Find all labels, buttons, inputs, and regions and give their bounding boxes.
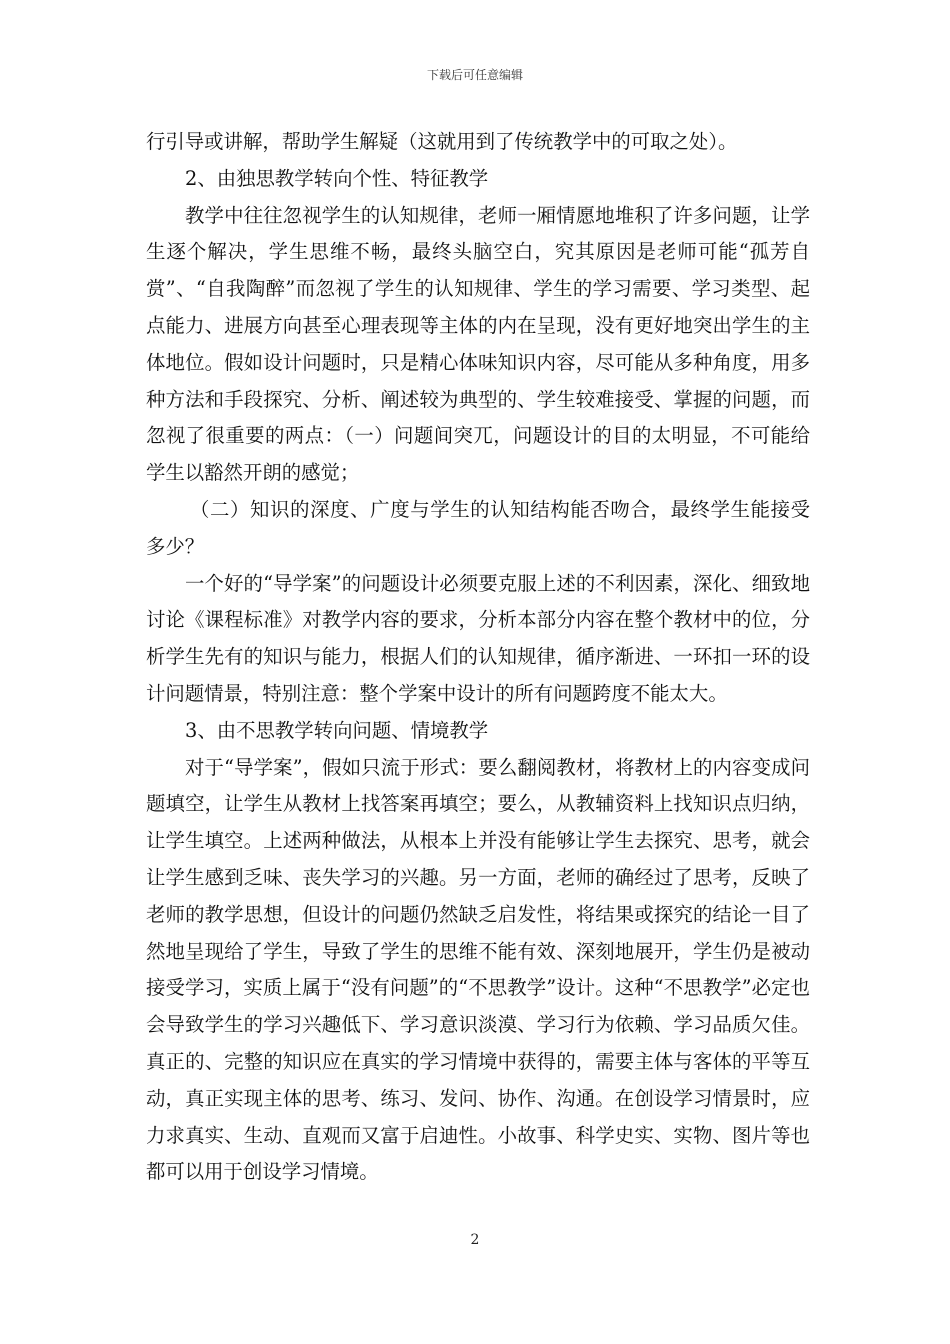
section-heading-3: 3、由不思教学转向问题、情境教学 [185,718,489,742]
paragraph-situational-teaching: 对于“导学案”，假如只流于形式：要么翻阅教材，将教材上的内容变成问题填空，让学生从教材上找答案再填空；要么，从教辅资料上找知识点归纳，让学生填空。上述两种做法，从根本上并没有能够让学生去探究、思考，就会让学生感到乏味、丧失学习的兴趣。另一方面，老师的确经过了思考，反映了老师的教学思想，但设计的问题仍然缺乏启发性，将结果或探究的结论一目了然地呈现给了学生，导致了学生的思维不能有效、深刻地展开，学生仍是被动接受学习，实质上属于“没有问题”的“不思教学”设计。这种“不思教学”必定也会导致学生的学习兴趣低下、学习意识淡漠、学习行为依赖、学习品质欠佳。真正的、完整的知识应在真实的学习情境中获得的，需要主体与客体的平等互动，真正实现主体的思考、练习、发问、协作、沟通。在创设学习情景时，应力求真实、生动、直观而又富于启迪性。小故事、科学史实、实物、图片等也都可以用于创设学习情境。 [146,755,810,1184]
page-header-note: 下载后可任意编辑 [426,68,523,82]
paragraph-point-two: （二）知识的深度、广度与学生的认知结构能否吻合，最终学生能接受多少？ [146,497,810,558]
page-number: 2 [470,1232,480,1248]
document-body [146,124,810,1191]
paragraph-cognitive-rules: 教学中往往忽视学生的认知规律，老师一厢情愿地堆积了许多问题，让学生逐个解决，学生思维不畅，最终头脑空白，究其原因是老师可能“孤芳自赏”、“自我陶醉”而忽视了学生的认知规律、学生的学习需要、学习类型、起点能力、进展方向甚至心理表现等主体的内在呈现，没有更好地突出学生的主体地位。假如设计问题时，只是精心体味知识内容，尽可能从多种角度，用多种方法和手段探究、分析、阐述较为典型的、学生较难接受、掌握的问题，而忽视了很重要的两点：（一）问题间突兀，问题设计的目的太明显，不可能给学生以豁然开朗的感觉； [146,203,810,485]
section-heading-2: 2、由独思教学转向个性、特征教学 [185,166,489,190]
paragraph-good-design: 一个好的“导学案”的问题设计必须要克服上述的不利因素，深化、细致地讨论《课程标准》对教学内容的要求，分析本部分内容在整个教材中的位，分析学生先有的知识与能力，根据人们的认知规律，循序渐进、一环扣一环的设计问题情景，特别注意：整个学案中设计的所有问题跨度不能太大。 [146,571,810,705]
paragraph-continuation: 行引导或讲解，帮助学生解疑（这就用到了传统教学中的可取之处）。 [146,130,738,153]
